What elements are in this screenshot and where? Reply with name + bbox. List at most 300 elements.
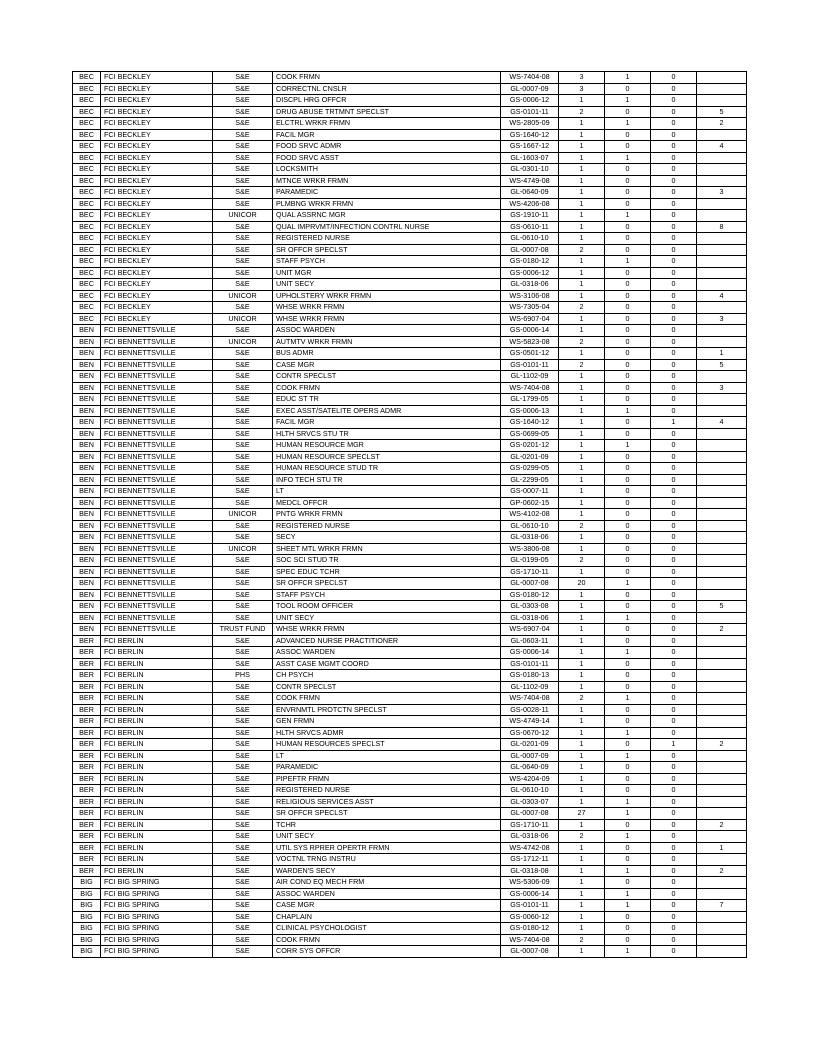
table-row [73,716,747,728]
count-c-cell: 0 [651,497,697,509]
institution-cell: FCI BECKLEY [101,118,213,130]
count-a-cell: 1 [559,233,605,245]
table-row [73,486,747,498]
count-a-cell: 1 [559,727,605,739]
institution-cell: FCI BENNETTSVILLE [101,486,213,498]
count-a-cell: 2 [559,302,605,314]
fund-cell: S&E [213,819,273,831]
series-grade-cell: GS-0028-11 [501,704,559,716]
count-d-cell [697,394,747,406]
count-a-cell: 2 [559,555,605,567]
count-b-cell: 0 [605,417,651,429]
count-b-cell: 0 [605,267,651,279]
count-a-cell: 1 [559,256,605,268]
table-row [73,382,747,394]
count-b-cell: 0 [605,141,651,153]
fund-cell: PHS [213,670,273,682]
series-grade-cell: WS-7305-04 [501,302,559,314]
count-b-cell: 1 [605,647,651,659]
institution-cell: FCI BECKLEY [101,72,213,84]
count-d-cell [697,451,747,463]
count-c-cell: 0 [651,394,697,406]
institution-cell: FCI BENNETTSVILLE [101,428,213,440]
series-grade-cell: GS-0060-12 [501,911,559,923]
table-row [73,463,747,475]
institution-cell: FCI BERLIN [101,658,213,670]
count-a-cell: 2 [559,934,605,946]
count-b-cell: 0 [605,313,651,325]
series-grade-cell: GS-0201-12 [501,440,559,452]
count-a-cell: 1 [559,451,605,463]
count-b-cell: 0 [605,290,651,302]
count-c-cell: 0 [651,831,697,843]
count-a-cell: 1 [559,152,605,164]
count-d-cell [697,129,747,141]
site-code-cell: BEC [73,279,101,291]
count-a-cell: 1 [559,417,605,429]
site-code-cell: BER [73,750,101,762]
position-title-cell: COOK FRMN [273,382,501,394]
fund-cell: S&E [213,842,273,854]
table-row [73,612,747,624]
count-b-cell: 0 [605,543,651,555]
count-a-cell: 1 [559,750,605,762]
series-grade-cell: WS-5823-08 [501,336,559,348]
table-row [73,152,747,164]
count-a-cell: 1 [559,900,605,912]
count-b-cell: 0 [605,555,651,567]
count-a-cell: 1 [559,279,605,291]
table-row [73,244,747,256]
count-b-cell: 0 [605,589,651,601]
count-a-cell: 1 [559,819,605,831]
table-row [73,129,747,141]
site-code-cell: BEN [73,405,101,417]
table-row [73,681,747,693]
site-code-cell: BEC [73,118,101,130]
count-b-cell: 1 [605,831,651,843]
count-b-cell: 0 [605,716,651,728]
fund-cell: S&E [213,118,273,130]
fund-cell: S&E [213,486,273,498]
count-d-cell [697,727,747,739]
count-a-cell: 3 [559,72,605,84]
count-d-cell [697,509,747,521]
position-title-cell: RELIGIOUS SERVICES ASST [273,796,501,808]
count-b-cell: 0 [605,371,651,383]
count-d-cell [697,750,747,762]
fund-cell: S&E [213,428,273,440]
institution-cell: FCI BERLIN [101,854,213,866]
institution-cell: FCI BECKLEY [101,83,213,95]
count-d-cell [697,244,747,256]
count-d-cell: 5 [697,359,747,371]
fund-cell: S&E [213,451,273,463]
fund-cell: S&E [213,440,273,452]
series-grade-cell: GL-0201-09 [501,739,559,751]
position-title-cell: WHSE WRKR FRMN [273,302,501,314]
fund-cell: S&E [213,221,273,233]
count-c-cell: 0 [651,267,697,279]
site-code-cell: BEN [73,555,101,567]
series-grade-cell: GL-0640-09 [501,762,559,774]
site-code-cell: BIG [73,877,101,889]
site-code-cell: BEN [73,371,101,383]
institution-cell: FCI BECKLEY [101,187,213,199]
table-row [73,106,747,118]
position-title-cell: CASE MGR [273,359,501,371]
count-b-cell: 0 [605,279,651,291]
count-b-cell: 1 [605,808,651,820]
count-d-cell: 3 [697,313,747,325]
site-code-cell: BER [73,796,101,808]
count-c-cell: 0 [651,762,697,774]
table-row [73,279,747,291]
count-d-cell [697,543,747,555]
site-code-cell: BEC [73,187,101,199]
series-grade-cell: GS-0670-12 [501,727,559,739]
series-grade-cell: GS-0006-14 [501,325,559,337]
site-code-cell: BEN [73,325,101,337]
position-title-cell: UNIT SECY [273,831,501,843]
site-code-cell: BER [73,808,101,820]
institution-cell: FCI BERLIN [101,750,213,762]
count-c-cell: 0 [651,923,697,935]
site-code-cell: BEN [73,589,101,601]
count-d-cell [697,854,747,866]
series-grade-cell: GS-0610-11 [501,221,559,233]
site-code-cell: BIG [73,934,101,946]
site-code-cell: BEC [73,95,101,107]
count-a-cell: 2 [559,693,605,705]
position-title-cell: QUAL IMPRVMT/INFECTION CONTRL NURSE [273,221,501,233]
count-b-cell: 0 [605,670,651,682]
table-row [73,854,747,866]
count-d-cell [697,474,747,486]
fund-cell: S&E [213,773,273,785]
count-b-cell: 0 [605,244,651,256]
site-code-cell: BIG [73,946,101,958]
position-title-cell: ASSOC WARDEN [273,647,501,659]
count-b-cell: 0 [605,302,651,314]
count-a-cell: 1 [559,509,605,521]
institution-cell: FCI BECKLEY [101,106,213,118]
series-grade-cell: GL-0318-08 [501,865,559,877]
table-row [73,394,747,406]
table-row [73,141,747,153]
position-title-cell: SR OFFCR SPECLST [273,808,501,820]
position-title-cell: PIPEFTR FRMN [273,773,501,785]
count-b-cell: 1 [605,118,651,130]
series-grade-cell: GL-1603-07 [501,152,559,164]
site-code-cell: BIG [73,900,101,912]
count-a-cell: 2 [559,831,605,843]
table-row [73,72,747,84]
institution-cell: FCI BENNETTSVILLE [101,348,213,360]
staffing-table-sheet [72,71,746,958]
fund-cell: S&E [213,417,273,429]
series-grade-cell: WS-6907-04 [501,624,559,636]
count-b-cell: 1 [605,405,651,417]
count-b-cell: 0 [605,187,651,199]
series-grade-cell: WS-2805-09 [501,118,559,130]
institution-cell: FCI BECKLEY [101,141,213,153]
count-a-cell: 1 [559,785,605,797]
site-code-cell: BEC [73,233,101,245]
count-a-cell: 1 [559,175,605,187]
count-c-cell: 0 [651,727,697,739]
count-a-cell: 1 [559,589,605,601]
count-c-cell: 0 [651,152,697,164]
position-title-cell: ASSOC WARDEN [273,888,501,900]
series-grade-cell: GS-0101-11 [501,359,559,371]
fund-cell: S&E [213,900,273,912]
site-code-cell: BEN [73,440,101,452]
fund-cell: UNICOR [213,210,273,222]
count-d-cell [697,773,747,785]
institution-cell: FCI BERLIN [101,796,213,808]
fund-cell: S&E [213,348,273,360]
site-code-cell: BEN [73,428,101,440]
position-title-cell: CORRECTNL CNSLR [273,83,501,95]
position-title-cell: REGISTERED NURSE [273,233,501,245]
count-a-cell: 1 [559,739,605,751]
count-c-cell: 0 [651,129,697,141]
count-d-cell [697,267,747,279]
series-grade-cell: GL-0007-08 [501,244,559,256]
count-d-cell [697,670,747,682]
series-grade-cell: GL-0610-10 [501,785,559,797]
institution-cell: FCI BENNETTSVILLE [101,451,213,463]
count-a-cell: 1 [559,635,605,647]
position-title-cell: SOC SCI STUD TR [273,555,501,567]
count-c-cell: 1 [651,739,697,751]
site-code-cell: BIG [73,888,101,900]
institution-cell: FCI BECKLEY [101,210,213,222]
series-grade-cell: GS-0180-12 [501,256,559,268]
count-d-cell: 2 [697,739,747,751]
site-code-cell: BER [73,762,101,774]
institution-cell: FCI BIG SPRING [101,877,213,889]
count-b-cell: 0 [605,911,651,923]
count-a-cell: 1 [559,290,605,302]
count-c-cell: 0 [651,72,697,84]
fund-cell: S&E [213,325,273,337]
table-row [73,371,747,383]
count-a-cell: 1 [559,371,605,383]
count-c-cell: 0 [651,532,697,544]
count-a-cell: 1 [559,888,605,900]
count-b-cell: 0 [605,359,651,371]
fund-cell: S&E [213,911,273,923]
table-row [73,658,747,670]
count-c-cell: 1 [651,417,697,429]
site-code-cell: BER [73,727,101,739]
position-title-cell: UTIL SYS RPRER OPERTR FRMN [273,842,501,854]
table-row [73,566,747,578]
institution-cell: FCI BECKLEY [101,198,213,210]
table-row [73,808,747,820]
count-b-cell: 0 [605,497,651,509]
series-grade-cell: GL-0318-06 [501,532,559,544]
count-d-cell: 3 [697,382,747,394]
count-a-cell: 1 [559,118,605,130]
count-c-cell: 0 [651,900,697,912]
series-grade-cell: GL-0007-09 [501,83,559,95]
count-a-cell: 1 [559,681,605,693]
table-row [73,762,747,774]
table-row [73,405,747,417]
fund-cell: S&E [213,141,273,153]
fund-cell: S&E [213,923,273,935]
table-row [73,750,747,762]
count-a-cell: 20 [559,578,605,590]
series-grade-cell: GS-1640-12 [501,129,559,141]
count-a-cell: 1 [559,923,605,935]
series-grade-cell: WS-4102-08 [501,509,559,521]
fund-cell: S&E [213,601,273,613]
table-row [73,187,747,199]
count-b-cell: 1 [605,612,651,624]
institution-cell: FCI BIG SPRING [101,934,213,946]
position-title-cell: GEN FRMN [273,716,501,728]
position-title-cell: CH PSYCH [273,670,501,682]
count-d-cell: 5 [697,106,747,118]
count-a-cell: 27 [559,808,605,820]
count-d-cell [697,95,747,107]
institution-cell: FCI BECKLEY [101,152,213,164]
institution-cell: FCI BECKLEY [101,267,213,279]
institution-cell: FCI BERLIN [101,647,213,659]
position-title-cell: EXEC ASST/SATELITE OPERS ADMR [273,405,501,417]
table-row [73,221,747,233]
series-grade-cell: GS-0006-13 [501,405,559,417]
count-c-cell: 0 [651,348,697,360]
count-b-cell: 0 [605,739,651,751]
count-c-cell: 0 [651,106,697,118]
site-code-cell: BER [73,658,101,670]
count-d-cell [697,934,747,946]
series-grade-cell: GS-0006-12 [501,267,559,279]
count-b-cell: 1 [605,796,651,808]
count-c-cell: 0 [651,589,697,601]
series-grade-cell: WS-6907-04 [501,313,559,325]
series-grade-cell: GL-0007-09 [501,750,559,762]
series-grade-cell: GL-0201-09 [501,451,559,463]
count-b-cell: 0 [605,428,651,440]
fund-cell: S&E [213,187,273,199]
count-b-cell: 0 [605,762,651,774]
position-title-cell: REGISTERED NURSE [273,785,501,797]
position-title-cell: HUMAN RESOURCE STUD TR [273,463,501,475]
count-b-cell: 1 [605,72,651,84]
count-b-cell: 0 [605,486,651,498]
institution-cell: FCI BENNETTSVILLE [101,382,213,394]
count-a-cell: 1 [559,566,605,578]
position-title-cell: SPEC EDUC TCHR [273,566,501,578]
table-row [73,210,747,222]
position-title-cell: LOCKSMITH [273,164,501,176]
count-d-cell: 3 [697,187,747,199]
count-a-cell: 2 [559,520,605,532]
institution-cell: FCI BENNETTSVILLE [101,325,213,337]
institution-cell: FCI BECKLEY [101,175,213,187]
site-code-cell: BEC [73,313,101,325]
count-b-cell: 1 [605,693,651,705]
site-code-cell: BEC [73,72,101,84]
series-grade-cell: GL-0301-10 [501,164,559,176]
table-row [73,451,747,463]
count-d-cell [697,888,747,900]
count-b-cell: 1 [605,750,651,762]
position-title-cell: STAFF PSYCH [273,589,501,601]
table-row [73,578,747,590]
count-a-cell: 1 [559,198,605,210]
count-b-cell: 1 [605,256,651,268]
series-grade-cell: WS-4742-08 [501,842,559,854]
series-grade-cell: GL-2299-05 [501,474,559,486]
position-title-cell: STAFF PSYCH [273,256,501,268]
position-title-cell: CONTR SPECLST [273,371,501,383]
position-title-cell: LT [273,486,501,498]
institution-cell: FCI BENNETTSVILLE [101,624,213,636]
position-title-cell: FOOD SRVC ASST [273,152,501,164]
count-c-cell: 0 [651,256,697,268]
position-title-cell: HUMAN RESOURCE MGR [273,440,501,452]
count-d-cell [697,279,747,291]
institution-cell: FCI BENNETTSVILLE [101,520,213,532]
count-a-cell: 1 [559,762,605,774]
site-code-cell: BEN [73,509,101,521]
count-c-cell: 0 [651,313,697,325]
fund-cell: S&E [213,589,273,601]
series-grade-cell: WS-5306-09 [501,877,559,889]
fund-cell: S&E [213,796,273,808]
fund-cell: S&E [213,405,273,417]
table-row [73,497,747,509]
count-a-cell: 1 [559,463,605,475]
fund-cell: S&E [213,739,273,751]
site-code-cell: BEC [73,83,101,95]
institution-cell: FCI BENNETTSVILLE [101,578,213,590]
institution-cell: FCI BERLIN [101,762,213,774]
count-d-cell [697,486,747,498]
count-d-cell [697,647,747,659]
count-d-cell: 7 [697,900,747,912]
position-title-cell: WARDEN'S SECY [273,865,501,877]
count-b-cell: 0 [605,451,651,463]
count-d-cell [697,911,747,923]
series-grade-cell: GL-0318-06 [501,612,559,624]
count-a-cell: 1 [559,164,605,176]
count-d-cell: 4 [697,290,747,302]
series-grade-cell: WS-3806-08 [501,543,559,555]
count-c-cell: 0 [651,842,697,854]
site-code-cell: BER [73,819,101,831]
site-code-cell: BER [73,865,101,877]
series-grade-cell: GL-0199-05 [501,555,559,567]
institution-cell: FCI BERLIN [101,808,213,820]
institution-cell: FCI BECKLEY [101,313,213,325]
count-c-cell: 0 [651,509,697,521]
count-d-cell [697,325,747,337]
fund-cell: S&E [213,578,273,590]
count-b-cell: 1 [605,152,651,164]
series-grade-cell: WS-4204-09 [501,773,559,785]
table-row [73,946,747,958]
count-d-cell [697,808,747,820]
fund-cell: S&E [213,831,273,843]
